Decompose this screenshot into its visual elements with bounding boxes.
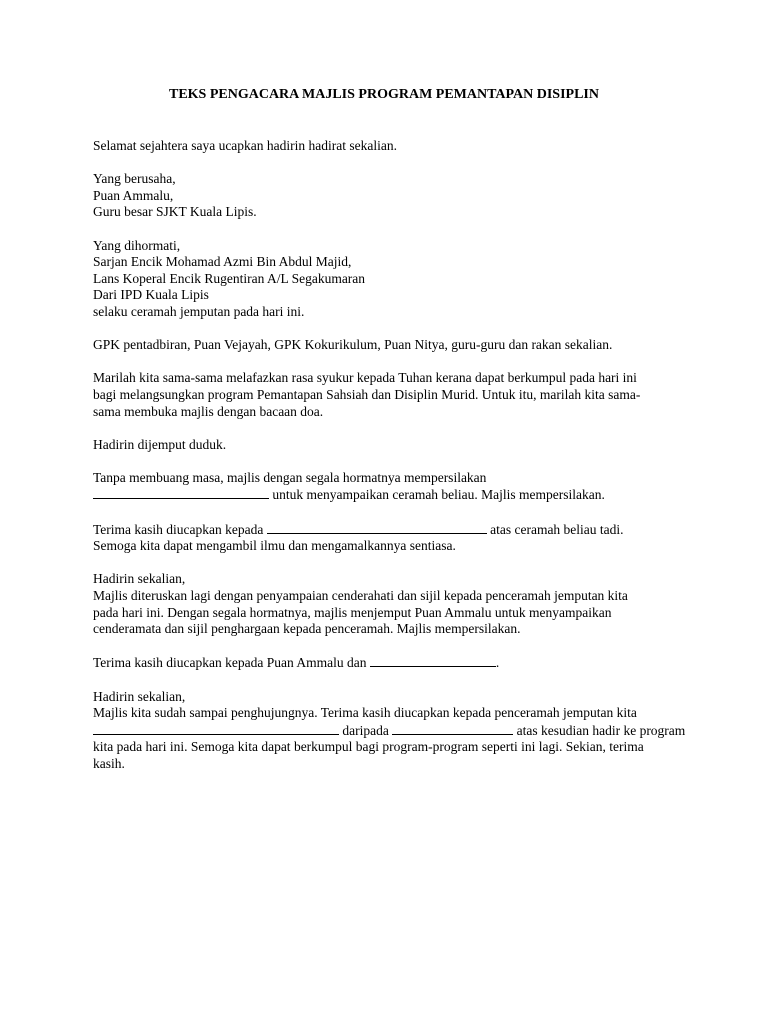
text-line — [93, 722, 686, 740]
text-line: kita pada hari ini. Semoga kita dapat berkumpul bagi program-program seperti ini lagi. Sekian, terima — [93, 739, 644, 755]
text-line — [93, 654, 683, 672]
text-segment: Terima kasih diucapkan kepada Puan Ammalu dan — [93, 655, 370, 671]
text-line: bagi melangsungkan program Pemantapan Sahsiah dan Disiplin Murid. Untuk itu, marilah kita sama- — [93, 386, 641, 402]
text-line: pada hari ini. Dengan segala hormatnya, majlis menjemput Puan Ammalu untuk menyampaikan — [93, 604, 612, 620]
text-line: Lans Koperal Encik Rugentiran A/L Segakumaran — [93, 270, 366, 286]
greeting-paragraph — [93, 138, 683, 155]
text-line: Tanpa membuang masa, majlis dengan segala hormatnya mempersilakan — [93, 469, 487, 485]
text-line: Yang berusaha, — [93, 171, 176, 187]
text-line: kasih. — [93, 755, 125, 771]
text-line: Majlis kita sudah sampai penghujungnya. Terima kasih diucapkan kepada penceramah jemputan kita — [93, 705, 637, 721]
invite-speaker-paragraph — [93, 470, 683, 504]
prayer-paragraph — [93, 370, 683, 420]
seated-paragraph — [93, 437, 683, 454]
fill-in-blank — [93, 486, 269, 499]
greeting-line: Selamat sejahtera saya ucapkan hadirin hadirat sekalian. — [93, 138, 397, 153]
staff-paragraph — [93, 337, 683, 354]
text-line — [93, 486, 683, 504]
headmaster-paragraph — [93, 171, 683, 221]
thanks-headmaster-paragraph — [93, 654, 683, 672]
text-line: cenderamata dan sijil penghargaan kepada penceramah. Majlis mempersilakan. — [93, 621, 521, 637]
document-title: TEKS PENGACARA MAJLIS PROGRAM PEMANTAPAN DISIPLIN — [168, 87, 599, 102]
text-line: Marilah kita sama-sama melafazkan rasa syukur kepada Tuhan kerana dapat berkumpul pada hari ini — [93, 370, 637, 386]
text-segment: atas kesudian hadir ke program — [513, 722, 686, 738]
gift-paragraph — [93, 571, 683, 637]
text-segment: Terima kasih diucapkan kepada — [93, 521, 267, 537]
document-body — [93, 138, 686, 789]
text-line: Sarjan Encik Mohamad Azmi Bin Abdul Majid, — [93, 254, 352, 270]
text-line: Guru besar SJKT Kuala Lipis. — [93, 204, 257, 220]
text-line: GPK pentadbiran, Puan Vejayah, GPK Kokurikulum, Puan Nitya, guru-guru dan rakan sekalian. — [93, 337, 613, 353]
text-line: Dari IPD Kuala Lipis — [93, 287, 209, 303]
text-line: Hadirin sekalian, — [93, 688, 186, 704]
text-segment: untuk menyampaikan ceramah beliau. Majlis mempersilakan. — [269, 487, 605, 503]
closing-paragraph — [93, 688, 686, 773]
text-segment: . — [495, 655, 500, 671]
text-line: Yang dihormati, — [93, 237, 181, 253]
text-line: Hadirin dijemput duduk. — [93, 436, 227, 452]
text-line: selaku ceramah jemputan pada hari ini. — [93, 303, 305, 319]
fill-in-blank — [267, 521, 487, 534]
text-line: Hadirin sekalian, — [93, 571, 186, 587]
text-line: sama membuka majlis dengan bacaan doa. — [93, 403, 324, 419]
text-segment: daripada — [339, 722, 393, 738]
fill-in-blank — [392, 722, 513, 735]
thanks-speaker-paragraph — [93, 521, 683, 555]
guests-paragraph — [93, 238, 683, 321]
text-line — [93, 521, 683, 539]
text-segment: atas ceramah beliau tadi. — [486, 521, 624, 537]
fill-in-blank — [93, 722, 339, 735]
text-line: Puan Ammalu, — [93, 187, 174, 203]
text-line: Majlis diteruskan lagi dengan penyampaian cenderahati dan sijil kepada penceramah jemputan kita — [93, 588, 628, 604]
text-line: Semoga kita dapat mengambil ilmu dan mengamalkannya sentiasa. — [93, 538, 456, 554]
fill-in-blank — [370, 654, 496, 667]
